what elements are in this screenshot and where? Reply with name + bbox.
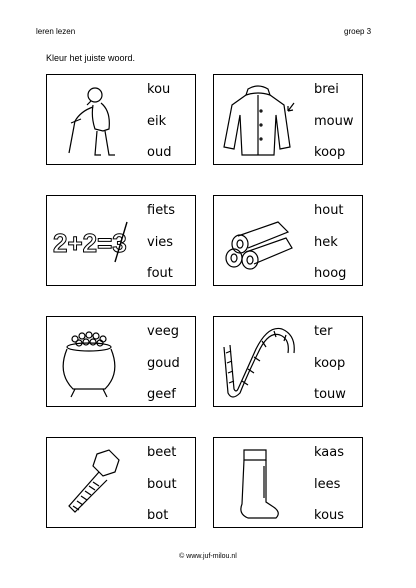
- word-option[interactable]: vies: [147, 234, 174, 250]
- word-option[interactable]: veeg: [147, 324, 179, 339]
- exercise-card-8: [213, 437, 363, 528]
- word-option[interactable]: hout: [314, 203, 344, 218]
- word-option[interactable]: koop: [314, 145, 346, 160]
- word-option[interactable]: touw: [314, 387, 346, 402]
- header-left: leren lezen: [36, 27, 76, 36]
- word-option[interactable]: fout: [147, 266, 173, 281]
- exercise-card-4: [213, 195, 363, 286]
- word-option[interactable]: kaas: [314, 445, 345, 460]
- word-option[interactable]: hek: [314, 234, 338, 250]
- instruction: Kleur het juiste woord.: [46, 53, 136, 63]
- sock-icon: [218, 444, 298, 522]
- footer-copyright: © www.juf-milou.nl: [179, 553, 237, 560]
- word-option[interactable]: eik: [147, 113, 167, 129]
- wrong-sum-icon: [51, 202, 131, 280]
- exercise-card-2: [213, 74, 363, 165]
- exercise-card-6: [213, 316, 363, 407]
- old-man-icon: [51, 81, 131, 159]
- word-option[interactable]: geef: [147, 387, 176, 402]
- sum-text: 2+2=3: [53, 228, 127, 258]
- word-option[interactable]: kous: [314, 508, 345, 523]
- word-option[interactable]: ter: [314, 324, 333, 339]
- word-option[interactable]: fiets: [147, 203, 176, 218]
- exercise-card-3: [46, 195, 196, 286]
- word-option[interactable]: brei: [314, 82, 339, 97]
- exercise-card-5: [46, 316, 196, 407]
- word-option[interactable]: koop: [314, 355, 346, 371]
- rope-icon: [218, 323, 298, 401]
- jacket-icon: [218, 81, 298, 159]
- word-option[interactable]: oud: [147, 145, 172, 160]
- word-option[interactable]: beet: [147, 445, 177, 460]
- exercise-card-1: [46, 74, 196, 165]
- word-option[interactable]: bout: [147, 476, 177, 492]
- header-right: groep 3: [344, 27, 372, 36]
- exercise-card-7: [46, 437, 196, 528]
- word-option[interactable]: kou: [147, 82, 171, 97]
- word-option[interactable]: bot: [147, 508, 169, 523]
- word-option[interactable]: mouw: [314, 113, 354, 129]
- word-option[interactable]: lees: [314, 476, 341, 492]
- word-option[interactable]: goud: [147, 355, 180, 371]
- wood-logs-icon: [218, 202, 298, 280]
- pot-of-gold-icon: [51, 323, 131, 401]
- bolt-icon: [51, 444, 131, 522]
- word-option[interactable]: hoog: [314, 266, 347, 281]
